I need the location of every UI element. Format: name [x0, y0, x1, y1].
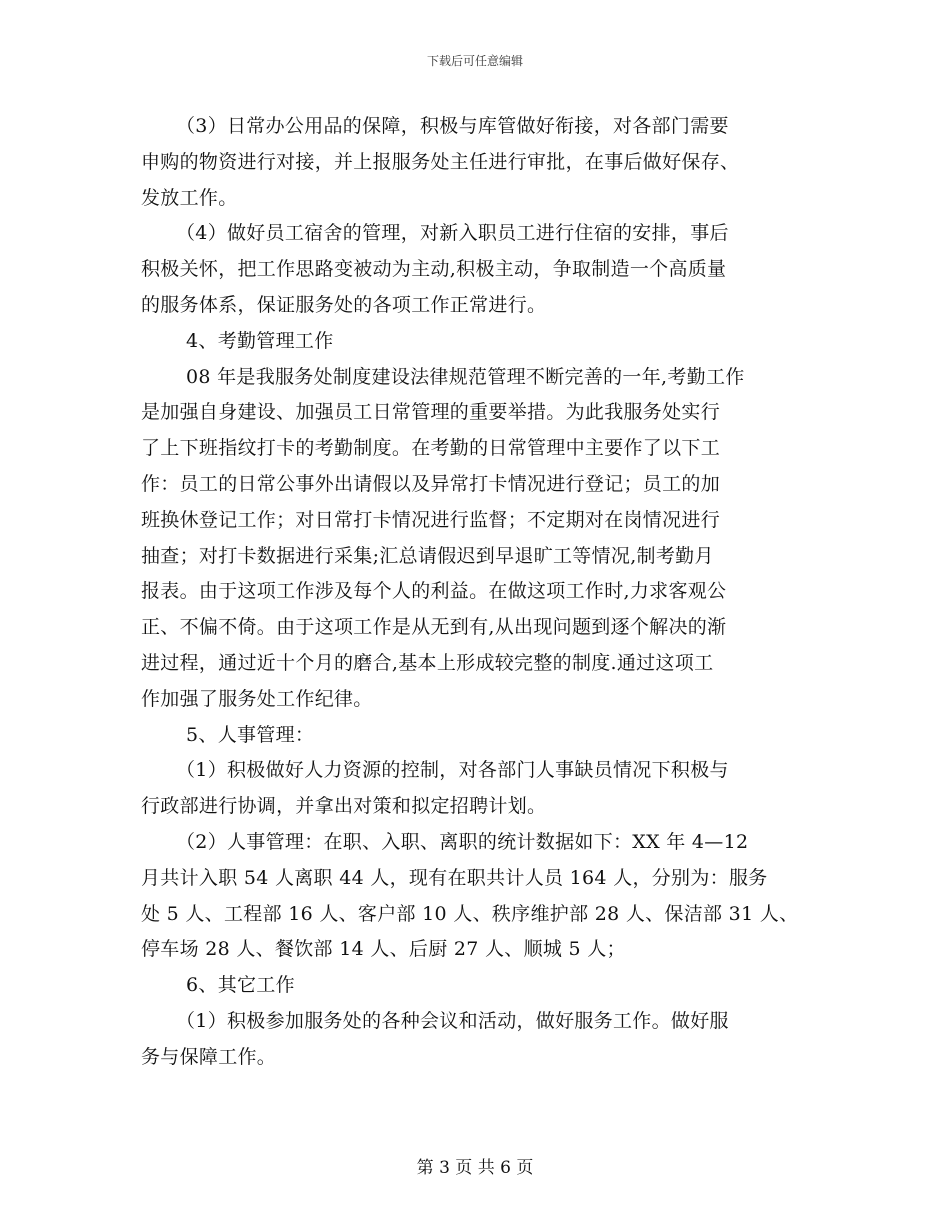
text-line: 08 年是我服务处制度建设法律规范管理不断完善的一年,考勤工作 — [186, 365, 745, 388]
text-line: （3）日常办公用品的保障，积极与库管做好衔接，对各部门需要 — [176, 115, 729, 137]
text-line: 班换休登记工作；对日常打卡情况进行监督；不定期对在岗情况进行 — [141, 508, 721, 531]
page-header: 下载后可任意编辑 — [426, 54, 523, 68]
text-line: 报表。由于这项工作涉及每个人的利益。在做这项工作时,力求客观公 — [141, 580, 727, 603]
text-line: 抽查；对打卡数据进行采集;汇总请假迟到早退旷工等情况,制考勤月 — [141, 544, 714, 567]
text-line: 作：员工的日常公事外出请假以及异常打卡情况进行登记；员工的加 — [141, 472, 721, 495]
page-footer — [0, 1153, 950, 1178]
text-line: 发放工作。 — [141, 186, 238, 209]
text-line: 申购的物资进行对接，并上报服务处主任进行审批，在事后做好保存、 — [141, 150, 740, 173]
text-line: （1）积极做好人力资源的控制，对各部门人事缺员情况下积极与 — [176, 759, 729, 782]
text-line: 作加强了服务处工作纪律。 — [141, 687, 373, 710]
text-line: 6、其它工作 — [186, 974, 295, 997]
text-line: 积极关怀，把工作思路变被动为主动,积极主动，争取制造一个高质量 — [141, 258, 727, 281]
text-line: 停车场 28 人、餐饮部 14 人、后厨 27 人、顺城 5 人； — [141, 938, 626, 961]
text-line: 正、不偏不倚。由于这项工作是从无到有,从出现问题到逐个解决的渐 — [141, 616, 727, 639]
text-line: 是加强自身建设、加强员工日常管理的重要举措。为此我服务处实行 — [141, 401, 721, 424]
text-line: 行政部进行协调，并拿出对策和拟定招聘计划。 — [141, 795, 547, 818]
text-line: 的服务体系，保证服务处的各项工作正常进行。 — [141, 293, 547, 316]
text-line: （2）人事管理：在职、入职、离职的统计数据如下：XX 年 4—12 — [176, 830, 749, 853]
text-line: 月共计入职 54 人离职 44 人，现有在职共计人员 164 人，分别为：服务 — [141, 866, 768, 889]
text-line: 务与保障工作。 — [141, 1045, 277, 1068]
document-body — [141, 109, 821, 1076]
text-line: 4、考勤管理工作 — [186, 329, 334, 352]
text-line: （4）做好员工宿舍的管理，对新入职员工进行住宿的安排，事后 — [176, 222, 729, 245]
text-line: （1）积极参加服务处的各种会议和活动，做好服务工作。做好服 — [176, 1009, 729, 1032]
text-line: 进过程，通过近十个月的磨合,基本上形成较完整的制度.通过这项工 — [141, 651, 714, 674]
page-number: 第 3 页 共 6 页 — [416, 1158, 534, 1178]
text-line: 处 5 人、工程部 16 人、客户部 10 人、秩序维护部 28 人、保洁部 31 人、 — [141, 902, 799, 925]
text-line: 5、人事管理： — [186, 723, 315, 746]
text-line: 了上下班指纹打卡的考勤制度。在考勤的日常管理中主要作了以下工 — [141, 437, 721, 460]
